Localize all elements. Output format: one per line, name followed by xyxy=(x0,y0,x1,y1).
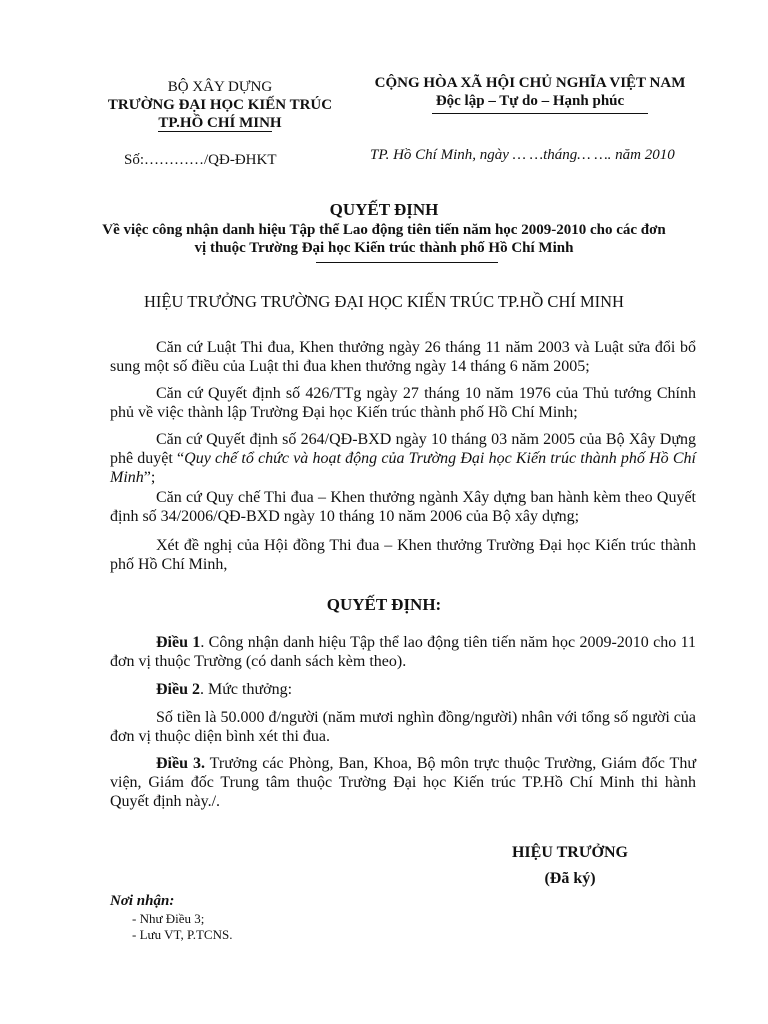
header-right-underline xyxy=(432,113,648,114)
recital-3-text: Căn cứ Quyết định số 264/QĐ-BXD ngày 10 tháng 03 năm 2005 của Bộ Xây Dựng phê duyệt “ xyxy=(110,431,696,467)
signed-note: (Đã ký) xyxy=(544,870,596,887)
article-3-label: Điều 3. xyxy=(156,755,205,772)
recital-5: Xét đề nghị của Hội đồng Thi đua – Khen thưởng Trường Đại học Kiến trúc thành phố Hồ Chí Minh, xyxy=(110,537,696,573)
decision-heading: QUYẾT ĐỊNH: xyxy=(326,595,442,614)
article-1 xyxy=(110,633,696,671)
document-subject-line1: Về việc công nhận danh hiệu Tập thể Lao động tiên tiến năm học 2009-2010 cho các đơn xyxy=(102,222,666,238)
article-3-text: Trưởng các Phòng, Ban, Khoa, Bộ môn trực thuộc Trường, Giám đốc Thư viện, Giám đốc Trung tâm thuộc Trường Đại học Kiến trúc TP.Hồ Chí Minh thi hành Quyết định này./. xyxy=(110,755,697,810)
recital-3-end: ”; xyxy=(143,469,156,486)
recital-3 xyxy=(110,430,696,487)
issuing-authority: HIỆU TRƯỞNG TRƯỜNG ĐẠI HỌC KIẾN TRÚC TP.HỒ CHÍ MINH xyxy=(144,292,624,311)
university-name: TRƯỜNG ĐẠI HỌC KIẾN TRÚC xyxy=(107,97,333,113)
country-name: CỘNG HÒA XÃ HỘI CHỦ NGHĨA VIỆT NAM xyxy=(374,75,686,91)
subject-underline xyxy=(316,262,498,263)
recital-2: Căn cứ Quyết định số 426/TTg ngày 27 tháng 10 năm 1976 của Thủ tướng Chính phủ về việc thành lập Trường Đại học Kiến trúc thành phố Hồ Chí Minh; xyxy=(110,385,696,421)
article-2-text: . Mức thưởng: xyxy=(200,681,293,698)
recipient-item: - Như Điều 3; xyxy=(132,911,205,926)
article-2-label: Điều 2 xyxy=(156,681,200,698)
ministry-name: BỘ XÂY DỰNG xyxy=(167,79,273,95)
signer-role: HIỆU TRƯỞNG xyxy=(511,844,628,861)
recipient-item: - Lưu VT, P.TCNS. xyxy=(132,927,233,942)
article-1-text: . Công nhận danh hiệu Tập thể lao động tiên tiến năm học 2009-2010 cho 11 đơn vị thuộc Trường (có danh sách kèm theo). xyxy=(110,634,696,670)
recital-4: Căn cứ Quy chế Thi đua – Khen thưởng ngành Xây dựng ban hành kèm theo Quyết định số 34/2006/QĐ-BXD ngày 10 tháng 10 năm 2006 của Bộ xây dựng; xyxy=(110,489,696,525)
article-2-detail: Số tiền là 50.000 đ/người (năm mươi nghìn đồng/người) nhân với tổng số người của đơn vị thuộc diện bình xét thi đua. xyxy=(110,709,696,745)
header-left-underline xyxy=(158,131,272,132)
document-number: Số:…………/QĐ-ĐHKT xyxy=(124,152,277,168)
article-1-label: Điều 1 xyxy=(156,634,201,651)
article-3 xyxy=(110,754,696,811)
recital-1: Căn cứ Luật Thi đua, Khen thưởng ngày 26 tháng 11 năm 2003 và Luật sửa đổi bổ sung một số điều của Luật thi đua khen thưởng ngày 14 tháng 6 năm 2005; xyxy=(110,339,696,375)
document-title: QUYẾT ĐỊNH xyxy=(329,200,439,219)
recital-3-quoted-title: Quy chế tổ chức và hoạt động của Trường Đại học Kiến trúc thành phố Hồ Chí Minh xyxy=(110,450,696,486)
university-city: TP.HỒ CHÍ MINH xyxy=(158,115,282,131)
national-motto: Độc lập – Tự do – Hạnh phúc xyxy=(435,93,625,109)
article-2 xyxy=(110,680,696,699)
document-subject-line2: vị thuộc Trường Đại học Kiến trúc thành phố Hồ Chí Minh xyxy=(194,240,574,256)
place-date: TP. Hồ Chí Minh, ngày … …tháng… …. năm 2010 xyxy=(370,147,675,163)
recipients-label: Nơi nhận: xyxy=(110,893,175,909)
